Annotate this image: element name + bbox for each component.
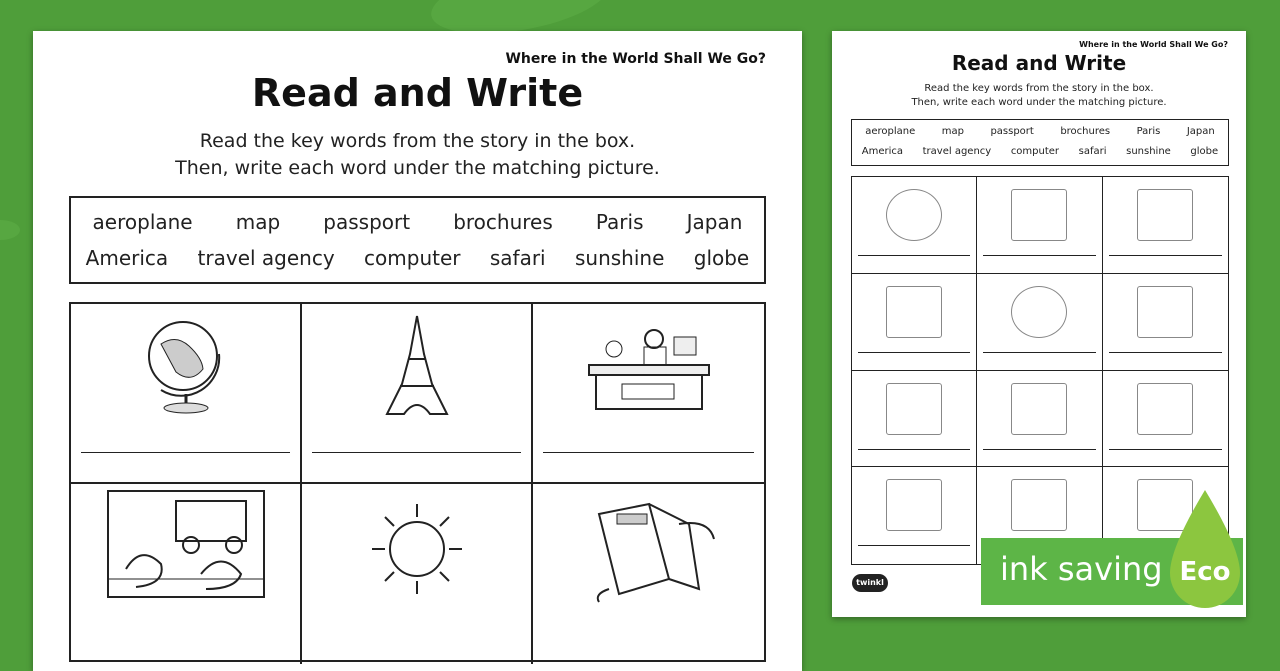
key-words-row-2 bbox=[852, 146, 1228, 157]
key-word: safari bbox=[1078, 146, 1107, 157]
key-word: safari bbox=[489, 246, 546, 270]
key-word: sunshine bbox=[574, 246, 665, 270]
aeroplane-icon bbox=[886, 383, 942, 435]
answer-line[interactable] bbox=[543, 452, 754, 453]
answer-line[interactable] bbox=[983, 449, 1095, 450]
key-words-row-1 bbox=[852, 126, 1228, 137]
picture-cell bbox=[71, 484, 302, 664]
answer-line[interactable] bbox=[858, 255, 970, 256]
key-word: map bbox=[941, 126, 964, 137]
key-word: America bbox=[861, 146, 904, 157]
picture-cell bbox=[852, 371, 977, 468]
key-word: Paris bbox=[595, 210, 644, 234]
key-word: passport bbox=[323, 210, 411, 234]
key-word: Japan bbox=[686, 210, 743, 234]
eiffel-tower-icon bbox=[372, 314, 462, 419]
world-map-icon bbox=[1011, 383, 1067, 435]
key-word: computer bbox=[1010, 146, 1060, 157]
key-words-box bbox=[69, 196, 766, 284]
american-flag-icon bbox=[1137, 383, 1193, 435]
picture-cell bbox=[852, 274, 977, 371]
globe-icon bbox=[886, 189, 942, 241]
instruction-line-1: Read the key words from the story in the box. bbox=[199, 130, 636, 152]
key-word: travel agency bbox=[197, 246, 335, 270]
picture-cell bbox=[533, 304, 764, 484]
picture-cell bbox=[302, 304, 533, 484]
answer-line[interactable] bbox=[983, 352, 1095, 353]
answer-line[interactable] bbox=[858, 449, 970, 450]
answer-line[interactable] bbox=[858, 545, 970, 546]
key-word: brochures bbox=[453, 210, 553, 234]
eco-label: Eco bbox=[1179, 557, 1231, 587]
picture-grid bbox=[69, 302, 766, 662]
worksheet-instructions bbox=[832, 82, 1246, 110]
key-word: computer bbox=[364, 246, 461, 270]
key-word: map bbox=[235, 210, 281, 234]
key-word: sunshine bbox=[1126, 146, 1171, 157]
answer-line[interactable] bbox=[312, 452, 521, 453]
key-word: globe bbox=[693, 246, 750, 270]
picture-cell bbox=[977, 177, 1102, 274]
answer-line[interactable] bbox=[81, 452, 290, 453]
key-word: aeroplane bbox=[92, 210, 193, 234]
key-words-row-1 bbox=[71, 210, 764, 234]
ink-saving-label: ink saving bbox=[1000, 550, 1163, 588]
travel-agent-desk-icon bbox=[584, 319, 714, 414]
key-words-row-2 bbox=[71, 246, 764, 270]
eco-drop-icon bbox=[1160, 488, 1250, 618]
worksheet-title: Read and Write bbox=[951, 51, 1127, 75]
key-word: globe bbox=[1190, 146, 1219, 157]
answer-line[interactable] bbox=[1109, 352, 1222, 353]
instruction-line-2: Then, write each word under the matching picture. bbox=[175, 156, 660, 179]
picture-cell bbox=[1103, 274, 1228, 371]
sun-icon bbox=[1011, 286, 1067, 338]
worksheet-subtitle: Where in the World Shall We Go? bbox=[505, 51, 766, 67]
worksheet-title: Read and Write bbox=[251, 71, 584, 115]
safari-jeep-icon bbox=[106, 489, 266, 599]
key-word: America bbox=[85, 246, 169, 270]
worksheet-instructions bbox=[33, 128, 802, 181]
answer-line[interactable] bbox=[1109, 449, 1222, 450]
safari-jeep-icon bbox=[886, 286, 942, 338]
eiffel-tower-icon bbox=[1011, 189, 1067, 241]
key-word: travel agency bbox=[922, 146, 992, 157]
picture-cell bbox=[1103, 177, 1228, 274]
globe-icon bbox=[141, 314, 231, 414]
brand-logo: twinkl bbox=[852, 574, 888, 592]
brochure-icon bbox=[579, 494, 719, 604]
picture-cell bbox=[977, 274, 1102, 371]
background-leaf bbox=[0, 220, 20, 240]
key-word: Paris bbox=[1136, 126, 1161, 137]
picture-cell bbox=[852, 467, 977, 564]
instruction-line-1: Read the key words from the story in the box. bbox=[924, 83, 1154, 94]
picture-cell bbox=[852, 177, 977, 274]
key-word: passport bbox=[990, 126, 1034, 137]
answer-line[interactable] bbox=[983, 255, 1095, 256]
worksheet-large bbox=[33, 31, 802, 671]
picture-cell bbox=[1103, 371, 1228, 468]
key-word: aeroplane bbox=[865, 126, 916, 137]
answer-line[interactable] bbox=[858, 352, 970, 353]
key-word: brochures bbox=[1060, 126, 1111, 137]
picture-cell bbox=[977, 371, 1102, 468]
instruction-line-2: Then, write each word under the matching picture. bbox=[911, 97, 1167, 108]
answer-line[interactable] bbox=[1109, 255, 1222, 256]
picture-cell bbox=[302, 484, 533, 664]
passport-icon bbox=[886, 479, 942, 531]
travel-agent-desk-icon bbox=[1137, 189, 1193, 241]
worksheet-subtitle: Where in the World Shall We Go? bbox=[1079, 40, 1228, 49]
sun-icon bbox=[367, 499, 467, 599]
picture-cell bbox=[533, 484, 764, 664]
brochure-icon bbox=[1137, 286, 1193, 338]
key-word: Japan bbox=[1186, 126, 1215, 137]
key-words-box bbox=[851, 119, 1229, 166]
computer-icon bbox=[1011, 479, 1067, 531]
picture-cell bbox=[71, 304, 302, 484]
